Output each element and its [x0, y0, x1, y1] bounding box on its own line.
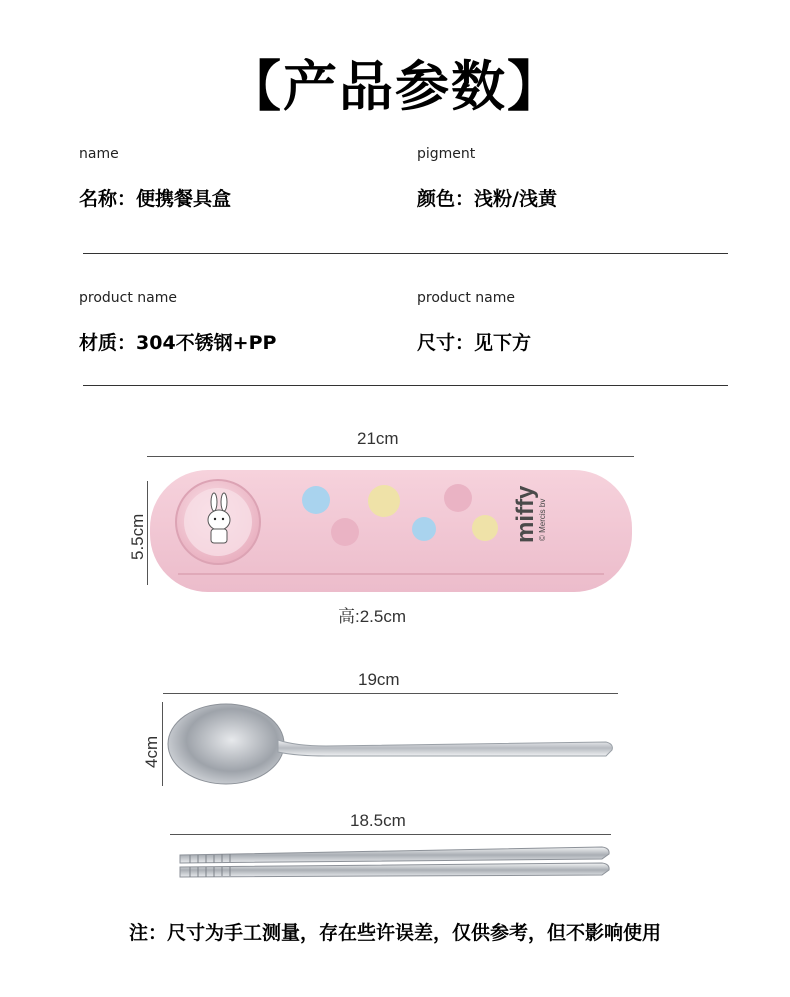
brand-copyright: © Mercis bv — [538, 498, 547, 541]
spec-material-en: product name — [79, 290, 177, 306]
brand-logo: miffy — [512, 485, 539, 543]
page-title: 【产品参数】 — [227, 55, 563, 118]
spec-name-zh: 名称：便携餐具盒 — [79, 188, 232, 210]
chopsticks-length-label: 18.5cm — [350, 811, 406, 830]
spec-pigment-en: pigment — [417, 146, 476, 162]
spoon-width-line — [162, 702, 163, 786]
divider — [83, 253, 728, 254]
box-height-label: 5.5cm — [128, 513, 147, 560]
spec-material-zh: 材质：304不锈钢+PP — [79, 332, 277, 354]
divider — [83, 385, 728, 386]
spec-name-en: name — [79, 146, 119, 162]
chopsticks-length-line — [170, 834, 611, 835]
spoon-illustration — [166, 700, 618, 790]
spec-size-en: product name — [417, 290, 515, 306]
chopsticks-illustration — [176, 845, 612, 881]
cutlery-box-illustration — [148, 468, 634, 594]
box-width-line — [147, 456, 634, 457]
spoon-length-line — [163, 693, 618, 694]
box-width-label: 21cm — [357, 429, 399, 448]
measurement-note: 注：尺寸为手工测量，存在些许误差，仅供参考，但不影响使用 — [128, 922, 661, 944]
spoon-length-label: 19cm — [358, 670, 400, 689]
spoon-width-label: 4cm — [142, 735, 161, 768]
spec-size-zh: 尺寸：见下方 — [417, 332, 532, 354]
box-depth-label: 高:2.5cm — [338, 607, 407, 626]
spec-pigment-zh: 颜色：浅粉/浅黄 — [417, 188, 557, 210]
